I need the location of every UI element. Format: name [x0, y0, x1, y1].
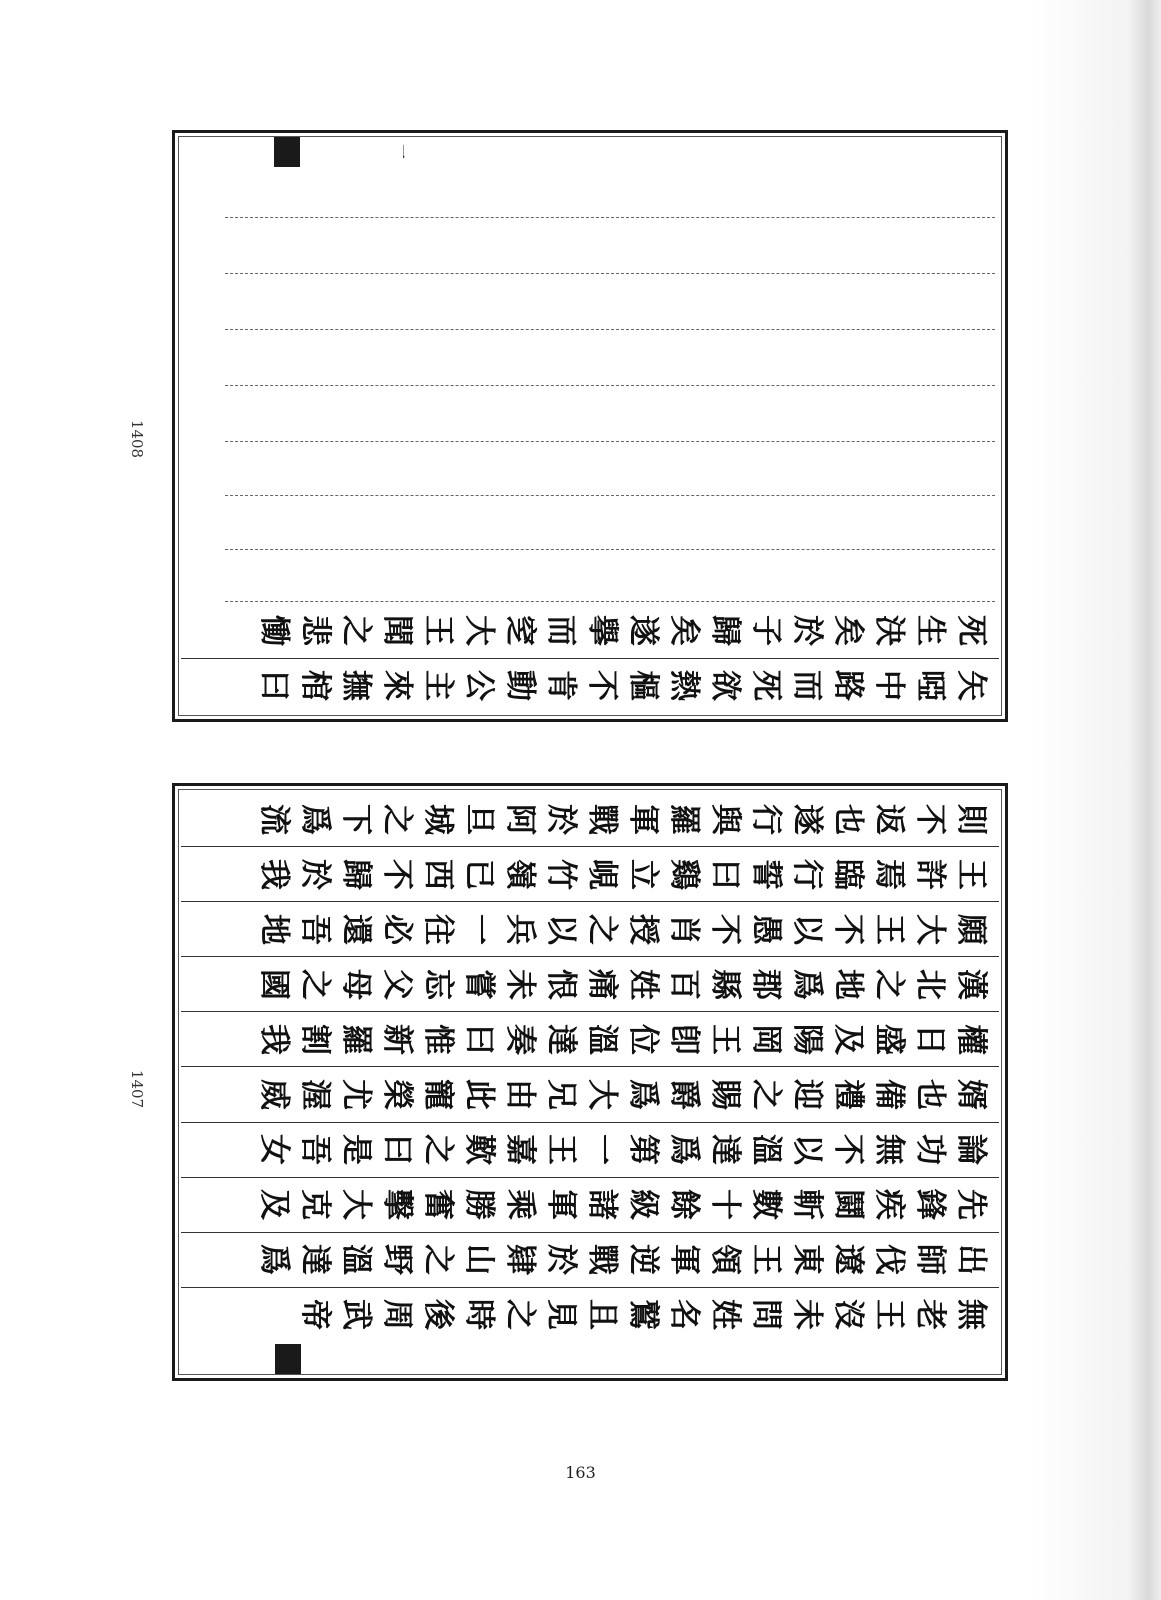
- column-text: 死 生 決 矣 於 子 歸 矣 遂 擧 而 窆 大 王 聞 之 悲 慟: [256, 614, 989, 646]
- text-column: [181, 1012, 999, 1067]
- column-text: 出 師 伐 遼 東 王 領 軍 逆 戰 於 肄 山 之 野 溫 達 爲: [256, 1244, 989, 1276]
- ruled-line: [225, 217, 995, 218]
- upper-spine-marks: 一: [393, 143, 412, 160]
- lower-chapter-tab: [275, 1344, 301, 1374]
- ruled-line: [225, 601, 995, 602]
- page-edge-shadow: [1031, 0, 1161, 1600]
- lower-text-frame: [172, 783, 1008, 1381]
- page-footer-number: 163: [565, 1463, 596, 1482]
- column-text: 矢 啞 中 路 而 死 欲 熱 樞 不 肯 動 公 主 來 撫 棺 曰: [256, 670, 989, 702]
- upper-chapter-tab: [274, 137, 300, 167]
- upper-text-frame: [172, 130, 1008, 722]
- ruled-line: [225, 329, 995, 330]
- column-text: 無 老 王 沒 未 問 姓 名 鷲 且 見 之 時 後 周 武 帝: [297, 1299, 989, 1331]
- text-column: [181, 659, 999, 714]
- text-column: [181, 1067, 999, 1122]
- ruled-line: [225, 385, 995, 386]
- column-text: 婿 也 備 禮 迎 之 賜 爵 爲 大 兄 由 此 寵 榮 尤 渥 威: [256, 1079, 989, 1111]
- column-text: 王 許 焉 臨 行 誓 曰 鷄 立 峴 竹 嶺 已 西 不 歸 於 我: [256, 858, 989, 890]
- side-page-number-top: 1408: [128, 419, 147, 459]
- text-column: [181, 603, 999, 659]
- text-column: [181, 1288, 999, 1342]
- text-column: [181, 1178, 999, 1233]
- lower-text-columns: [181, 792, 999, 1342]
- column-text: 權 日 盛 及 陽 岡 王 卽 位 溫 達 奏 曰 惟 新 羅 割 我: [256, 1023, 989, 1055]
- text-column: [181, 1233, 999, 1288]
- text-column: [181, 902, 999, 957]
- column-text: 先 鋒 疾 鬪 斬 數 十 餘 級 諸 軍 乘 勝 奮 擊 大 克 及: [256, 1189, 989, 1221]
- text-column: [181, 1123, 999, 1178]
- ruled-line: [225, 441, 995, 442]
- upper-text-columns: [181, 603, 999, 713]
- ruled-line: [225, 495, 995, 496]
- column-text: 願 大 王 不 以 愚 不 肖 授 之 以 兵 一 往 必 還 吾 地: [256, 913, 989, 945]
- column-text: 則 不 返 也 遂 行 與 羅 軍 戰 於 阿 旦 城 之 下 爲 流: [256, 803, 989, 835]
- ruled-line: [225, 549, 995, 550]
- column-text: 論 功 無 不 以 溫 達 爲 第 一 王 嘉 歎 之 曰 是 吾 女: [256, 1134, 989, 1166]
- side-page-number-bottom: 1407: [128, 1069, 147, 1109]
- ruled-line: [225, 273, 995, 274]
- column-text: 漢 北 之 地 爲 郡 縣 百 姓 痛 恨 未 嘗 忘 父 母 之 國: [256, 968, 989, 1000]
- text-column: [181, 957, 999, 1012]
- text-column: [181, 847, 999, 902]
- text-column: [181, 792, 999, 847]
